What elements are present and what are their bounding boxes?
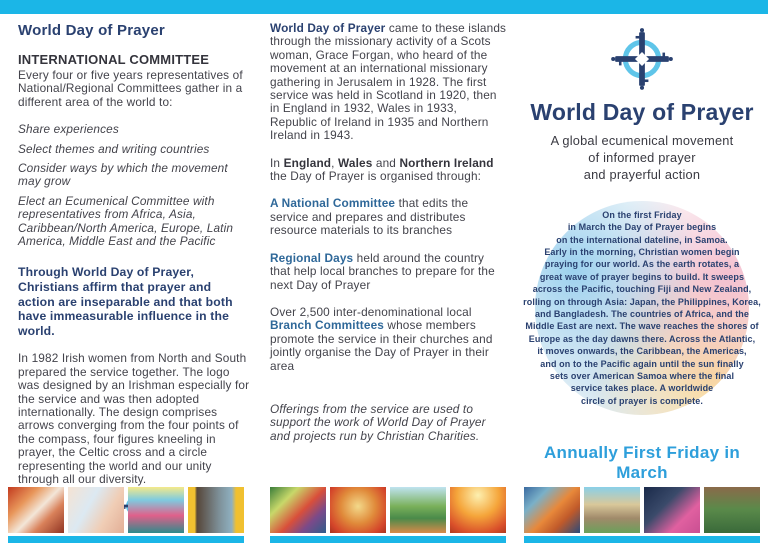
bottom-accent-bar-middle <box>270 536 506 543</box>
affirmation-statement: Through World Day of Prayer, Christians affirm that prayer and action are inseparable and that both have immeasurable influence in the world. <box>18 265 233 338</box>
logo-history-paragraph: In 1982 Irish women from North and South prepared the service together. The logo was designed by an Irishman especially for the service and was then adopted internationally. The design comprises arrows converging from the four points of the compass, four figures kneeling in prayer, the Celtic cross and a circle representing the world and our unity through all our diversity. <box>18 351 250 487</box>
artwork-thumbnail-tree-landscape <box>390 487 446 533</box>
cover-title: World Day of Prayer <box>530 99 754 125</box>
international-committee-heading: INTERNATIONAL COMMITTEE <box>18 52 210 67</box>
panel-left-title: World Day of Prayer <box>18 22 165 39</box>
committee-activity-item: Share experiences <box>18 122 119 137</box>
country-northern-ireland: Northern Ireland <box>399 155 494 170</box>
top-accent-bar <box>0 0 768 14</box>
prayer-wave-globe: On the first Friday in March the Day of Prayer begins on the international dateline, in Samoa. Early in the morning, Christian women begin praying for our world. As the earth rotates, a great wave of prayer begins to build. It sweeps across the Pacific, touching Fiji and New Zealand, rolling on through Asia: Japan, the Philippines, Korea, and Bangladesh. The countries of Africa, and the Middle East are next. The wave reaches the shores of Europe as the day dawns there. Across the Atlantic, it moves onwards, the Caribbean, the Americas, and on to the Pacific again until the sun finally sets over American Samoa where the final service takes place. A worldwide circle of prayer is complete. <box>535 201 749 415</box>
national-committee-lead: A National Committee <box>270 196 396 211</box>
branch-committees-lead: Branch Committees <box>270 318 384 333</box>
artwork-thumbnail-sunrise-dancers <box>450 487 506 533</box>
cover-tagline: A global ecumenical movement of informed prayer and prayerful action <box>550 133 734 182</box>
artwork-thumbnail-mother-children <box>524 487 580 533</box>
regional-days-lead: Regional Days <box>270 250 354 265</box>
bottom-accent-bar-right <box>524 536 760 543</box>
origins-paragraph: World Day of Prayer came to these islands through the missionary activity of a Scots woman, Grace Forgan, who heard of the movement at an international missionary gathering in Jerusalem in 1928. The first service was held in Scotland in 1920, then in England in 1932, Wales in 1933, Republic of Ireland in 1935 and Northern Ireland in 1943. <box>270 21 507 143</box>
country-wales: Wales <box>338 155 373 170</box>
origins-lead: World Day of Prayer <box>270 21 386 35</box>
committee-intro-paragraph: Every four or five years representatives of National/Regional Committees gather in a different area of the world to: <box>18 68 243 109</box>
regional-days-paragraph: Regional Days held around the country that help local branches to prepare for the next Day of Prayer <box>270 250 495 292</box>
bottom-accent-bar-left <box>8 536 244 543</box>
committee-activity-item: Consider ways by which the movement may grow <box>18 161 228 189</box>
artwork-thumbnail-clasped-hands <box>188 487 244 533</box>
organised-through-paragraph: In England, Wales and Northern Ireland the Day of Prayer is organised through: <box>270 155 494 184</box>
artwork-thumbnail-abstract-red <box>8 487 64 533</box>
artwork-thumbnail-sunrays-figures <box>128 487 184 533</box>
offerings-paragraph: Offerings from the service are used to support the work of World Day of Prayer and projects run by Christian Charities. <box>270 401 486 443</box>
gallery-group-middle <box>270 487 506 533</box>
artwork-thumbnail-hearts-grapes <box>330 487 386 533</box>
annual-date-banner: Annually First Friday in March <box>543 443 741 482</box>
gallery-group-left <box>8 487 244 533</box>
artwork-thumbnail-open-doors <box>584 487 640 533</box>
country-england: England <box>283 155 332 170</box>
wdp-cross-logo-icon <box>518 20 766 96</box>
panel-history-organisation <box>270 22 507 443</box>
committee-activity-item: Select themes and writing countries <box>18 141 210 156</box>
gallery-group-right <box>524 487 760 533</box>
artwork-thumbnail-soft-pastel <box>68 487 124 533</box>
panel-cover <box>518 20 766 483</box>
artwork-thumbnail-night-flowers <box>644 487 700 533</box>
committee-activity-item: Elect an Ecumenical Committee with representatives from Africa, Asia, Caribbean/North America, Europe, Latin America, Middle East and the Pacific <box>18 193 234 249</box>
national-committee-paragraph: A National Committee that edits the service and prepares and distributes resource materials to its branches <box>270 196 469 238</box>
panel-international-committee <box>18 22 251 526</box>
artwork-thumbnail-three-women <box>704 487 760 533</box>
artwork-thumbnail-village-woman <box>270 487 326 533</box>
branch-committees-paragraph: Over 2,500 inter-denominational local Branch Committees whose members promote the service in their churches and jointly organise the Day of Prayer in their area <box>270 304 493 373</box>
